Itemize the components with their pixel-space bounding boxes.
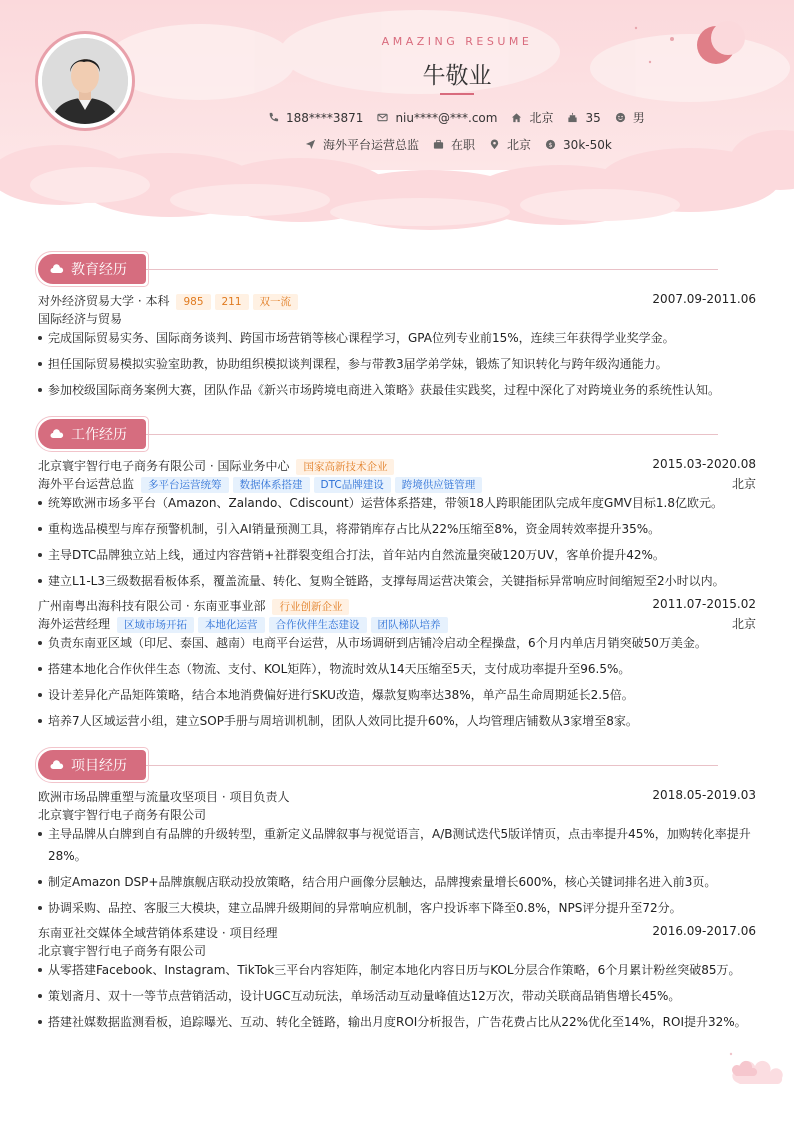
list-item: 制定Amazon DSP+品牌旗舰店联动投放策略，结合用户画像分层触达，品牌搜索量增长600%，核心关键词排名进入前3页。: [38, 871, 756, 893]
skill-tag: 本地化运营: [198, 617, 265, 633]
info-email: niu****@***.com: [377, 111, 497, 125]
job-date: 2015.03-2020.08: [652, 457, 756, 471]
info-target-city: 北京: [489, 136, 531, 153]
phone-icon: [268, 112, 279, 123]
projects-section: [38, 750, 756, 780]
header-banner: [0, 0, 794, 230]
list-item: 主导品牌从白牌到自有品牌的升级转型，重新定义品牌叙事与视觉语言，A/B测试迭代5版详情页，点击率提升45%，加购转化率提升 28%。: [38, 823, 756, 867]
list-item: 建立L1-L3三级数据看板体系，覆盖流量、转化、复购全链路，支撑每周运营决策会，关键指标异常响应时间缩短至2小时以内。: [38, 570, 756, 592]
project-title: 欧洲市场品牌重塑与流量攻坚项目 · 项目负责人: [38, 790, 290, 804]
education-header: [38, 292, 756, 310]
send-icon: [305, 139, 316, 150]
cake-icon: [567, 112, 578, 123]
list-item: 参加校级国际商务案例大赛，团队作品《新兴市场跨境电商进入策略》获最佳实践奖，过程中深化了对跨境业务的系统性认知。: [38, 379, 756, 401]
job-header: [38, 597, 756, 615]
job-role: 海外运营经理: [38, 617, 111, 631]
info-status: 在职: [433, 136, 475, 153]
list-item: 担任国际贸易模拟实验室助教，协助组织模拟谈判课程，参与带教3届学弟学妹，锻炼了知识转化与跨年级沟通能力。: [38, 353, 756, 375]
school-badge: 985: [176, 294, 210, 310]
list-item: 策划斋月、双十一等节点营销活动，设计UGC互动玩法，单场活动互动量峰值达12万次，带动关联商品销售增长45%。: [38, 985, 756, 1007]
list-item: 主导DTC品牌独立站上线，通过内容营销+社群裂变组合打法，首年站内自然流量突破120万UV，客单价提升42%。: [38, 544, 756, 566]
briefcase-icon: [433, 139, 444, 150]
job-city: 北京: [731, 477, 756, 491]
project-header: [38, 788, 756, 805]
cloud-icon: [50, 264, 64, 274]
project-company: 北京寰宇智行电子商务有限公司: [38, 944, 207, 958]
company-name: 北京寰宇智行电子商务有限公司 · 国际业务中心: [38, 459, 290, 473]
project-date: 2018.05-2019.03: [652, 788, 756, 802]
job-role-row: [38, 475, 756, 493]
skill-tag: 数据体系搭建: [233, 477, 310, 493]
school-badge: 双一流: [253, 294, 299, 310]
education-section: [38, 254, 756, 284]
education-heading: 教育经历: [38, 254, 756, 284]
skill-tag: 团队梯队培养: [371, 617, 448, 633]
job-intent-row: [305, 136, 626, 153]
job-date: 2011.07-2015.02: [652, 597, 756, 611]
cloud-icon: [50, 760, 64, 770]
salary-icon: [545, 139, 556, 150]
skill-tag: 跨境供应链管理: [395, 477, 483, 493]
candidate-name: 牛敬业: [422, 63, 492, 89]
cloud-icon: [50, 429, 64, 439]
job-role: 海外平台运营总监: [38, 477, 135, 491]
list-item: 设计差异化产品矩阵策略，结合本地消费偏好进行SKU改造，爆款复购率达38%，单产品生命周期延长2.5倍。: [38, 684, 756, 706]
tagline: AMAZING RESUME: [381, 35, 533, 48]
name-underline: [440, 93, 474, 95]
info-phone: 188****3871: [268, 111, 363, 125]
list-item: 负责东南亚区域（印尼、泰国、越南）电商平台运营，从市场调研到店铺冷启动全程操盘，6个月内单店月销突破50万美金。: [38, 632, 756, 654]
project-header: [38, 924, 756, 941]
skill-tag: 区域市场开拓: [117, 617, 194, 633]
skill-tag: 合作伙伴生态建设: [269, 617, 367, 633]
list-item: 协调采购、品控、客服三大模块，建立品牌升级期间的异常响应机制，客户投诉率下降至0.8%，NPS评分提升至72分。: [38, 897, 756, 919]
major: 国际经济与贸易: [38, 312, 123, 326]
list-item: 搭建本地化合作伙伴生态（物流、支付、KOL矩阵），物流时效从14天压缩至5天，支付成功率提升至96.5%。: [38, 658, 756, 680]
company-badge: 行业创新企业: [272, 599, 349, 615]
info-salary: $ 30k-50k: [545, 138, 612, 152]
list-item: 搭建社媒数据监测看板，追踪曝光、互动、转化全链路，输出月度ROI分析报告，广告花费占比从22%优化至14%，ROI提升32%。: [38, 1011, 756, 1033]
school-badge: 211: [215, 294, 249, 310]
info-gender: 男: [615, 109, 645, 126]
company-badge: 国家高新技术企业: [296, 459, 394, 475]
home-icon: [511, 112, 522, 123]
projects-heading: 项目经历: [38, 750, 756, 780]
project-company: 北京寰宇智行电子商务有限公司: [38, 808, 207, 822]
list-item: 完成国际贸易实务、国际商务谈判、跨国市场营销等核心课程学习，GPA位列专业前15%，连续三年获得学业奖学金。: [38, 327, 756, 349]
list-item: 培养7人区域运营小组，建立SOP手册与周培训机制，团队人效同比提升60%，人均管理店铺数从3家增至8家。: [38, 710, 756, 732]
education-date: 2007.09-2011.06: [652, 292, 756, 306]
job-city: 北京: [731, 617, 756, 631]
project-title: 东南亚社交媒体全域营销体系建设 · 项目经理: [38, 926, 278, 940]
list-item: 重构选品模型与库存预警机制，引入AI销量预测工具，将滞销库存占比从22%压缩至8%，资金周转效率提升35%。: [38, 518, 756, 540]
company-name: 广州南粤出海科技有限公司 · 东南亚事业部: [38, 599, 266, 613]
mail-icon: [377, 112, 388, 123]
list-item: 从零搭建Facebook、Instagram、TikTok三平台内容矩阵，制定本地化内容日历与KOL分层合作策略，6个月累计粉丝突破85万。: [38, 959, 756, 981]
list-item: 统筹欧洲市场多平台（Amazon、Zalando、Cdiscount）运营体系搭建，带领18人跨职能团队完成年度GMV目标1.8亿欧元。: [38, 492, 756, 514]
skill-tag: DTC品牌建设: [314, 477, 391, 493]
location-pin-icon: [489, 139, 500, 150]
job-role-row: [38, 615, 756, 633]
info-position: 海外平台运营总监: [305, 136, 419, 153]
skill-tag: 多平台运营统筹: [141, 477, 229, 493]
project-date: 2016.09-2017.06: [652, 924, 756, 938]
work-heading: 工作经历: [38, 419, 756, 449]
smile-icon: [615, 112, 626, 123]
svg-text:$: $: [548, 140, 553, 149]
info-city: 北京: [511, 109, 553, 126]
school-name: 对外经济贸易大学 · 本科: [38, 294, 170, 308]
decorative-cloud-icon: [726, 1048, 786, 1088]
job-header: [38, 457, 756, 475]
contact-info-row: [268, 109, 659, 126]
work-section: [38, 419, 756, 449]
info-age: 35: [567, 111, 600, 125]
